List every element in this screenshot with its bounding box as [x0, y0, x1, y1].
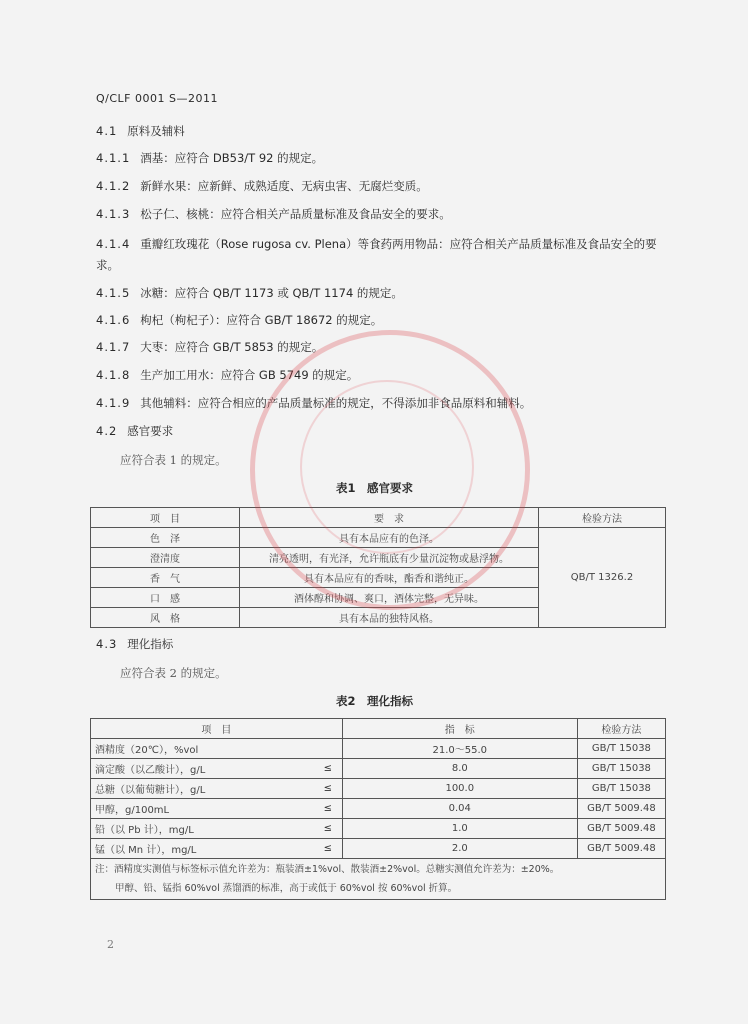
- table-row: [91, 528, 666, 548]
- clause-number: 4.1.1: [96, 151, 131, 165]
- row-value: 2.0: [342, 839, 577, 859]
- physicochemical-table: [90, 718, 666, 900]
- clause-4-1-1: [96, 147, 323, 169]
- header-index: 指 标: [342, 719, 577, 739]
- clause-number: 4.1.4: [96, 237, 131, 251]
- row-method: GB/T 15038: [577, 779, 665, 799]
- table-1-intro: 应符合表 1 的规定。: [120, 453, 227, 467]
- clause-text: 大枣：应符合 GB/T 5853 的规定。: [140, 340, 324, 354]
- row-item: 总糖（以葡萄糖计），g/L: [91, 779, 314, 799]
- section-number: 4.1: [96, 124, 118, 138]
- section-title: 感官要求: [127, 424, 174, 438]
- table-header-row: [91, 719, 666, 739]
- clause-number: 4.1.2: [96, 179, 131, 193]
- clause-number: 4.1.5: [96, 286, 131, 300]
- note-line-2: 甲醇、铅、锰指 60%vol 蒸馏酒的标准，高于或低于 60%vol 按 60%vol 折算。: [115, 883, 458, 894]
- row-method: GB/T 5009.48: [577, 839, 665, 859]
- clause-4-1-8: [96, 364, 358, 386]
- clause-text: 松子仁、核桃：应符合相关产品质量标准及食品安全的要求。: [140, 207, 451, 221]
- clause-number: 4.1.6: [96, 313, 131, 327]
- clause-4-1-6: [96, 309, 382, 331]
- row-requirement: 具有本品应有的色泽。: [240, 528, 539, 548]
- table-row: [91, 779, 666, 799]
- section-heading-4-1: [96, 120, 185, 142]
- table-header-row: [91, 508, 666, 528]
- row-item: 锰（以 Mn 计），mg/L: [91, 839, 314, 859]
- row-item: 甲醇，g/100mL: [91, 799, 314, 819]
- sensory-table: [90, 507, 666, 628]
- row-symbol: ≤: [314, 819, 343, 839]
- section-heading-4-2: [96, 420, 173, 442]
- header-method: 检验方法: [539, 508, 666, 528]
- clause-number: 4.1.9: [96, 396, 131, 410]
- row-value: 21.0～55.0: [342, 739, 577, 759]
- row-requirement: 清亮透明，有光泽，允许瓶底有少量沉淀物或悬浮物。: [240, 548, 539, 568]
- note-line-1: 注：酒精度实测值与标签标示值允许差为：瓶装酒±1%vol、散装酒±2%vol。总糖实测值允许差为：±20%。: [95, 864, 560, 875]
- clause-text: 冰糖：应符合 QB/T 1173 或 QB/T 1174 的规定。: [140, 286, 403, 300]
- row-method: GB/T 5009.48: [577, 819, 665, 839]
- clause-4-1-2: [96, 175, 428, 197]
- row-symbol: ≤: [314, 779, 343, 799]
- table-row: [91, 759, 666, 779]
- clause-number: 4.1.8: [96, 368, 131, 382]
- clause-4-1-5: [96, 282, 403, 304]
- header-method: 检验方法: [577, 719, 665, 739]
- table-row: [91, 819, 666, 839]
- row-requirement: 具有本品应有的香味，酯香和谐纯正。: [240, 568, 539, 588]
- row-symbol: ≤: [314, 839, 343, 859]
- doc-code: Q/CLF 0001 S—2011: [96, 92, 218, 105]
- row-method: GB/T 5009.48: [577, 799, 665, 819]
- row-value: 1.0: [342, 819, 577, 839]
- table-1-caption: 表1 感官要求: [336, 481, 414, 495]
- row-item: 滴定酸（以乙酸计），g/L: [91, 759, 314, 779]
- table-row: [91, 799, 666, 819]
- row-symbol: [314, 739, 343, 759]
- section-number: 4.3: [96, 637, 118, 651]
- clause-4-1-3: [96, 203, 451, 225]
- row-item: 口 感: [91, 588, 240, 608]
- row-symbol: ≤: [314, 759, 343, 779]
- clause-text: 生产加工用水：应符合 GB 5749 的规定。: [140, 368, 359, 382]
- row-requirement: 酒体醇和协调、爽口，酒体完整，无异味。: [240, 588, 539, 608]
- row-method: GB/T 15038: [577, 759, 665, 779]
- clause-number: 4.1.3: [96, 207, 131, 221]
- row-item: 酒精度（20℃），%vol: [91, 739, 314, 759]
- clause-4-1-9: [96, 392, 531, 414]
- clause-text: 新鲜水果：应新鲜、成熟适度、无病虫害、无腐烂变质。: [140, 179, 428, 193]
- row-item: 风 格: [91, 608, 240, 628]
- section-heading-4-3: [96, 633, 173, 655]
- page-number: 2: [107, 938, 114, 951]
- row-method: GB/T 15038: [577, 739, 665, 759]
- row-value: 8.0: [342, 759, 577, 779]
- table-note: [91, 859, 666, 900]
- row-value: 0.04: [342, 799, 577, 819]
- row-item: 澄清度: [91, 548, 240, 568]
- method-cell: QB/T 1326.2: [539, 528, 666, 628]
- row-symbol: ≤: [314, 799, 343, 819]
- clause-number: 4.1.7: [96, 340, 131, 354]
- header-item: 项 目: [91, 719, 343, 739]
- row-item: 香 气: [91, 568, 240, 588]
- row-item: 色 泽: [91, 528, 240, 548]
- row-value: 100.0: [342, 779, 577, 799]
- clause-text: 枸杞（枸杞子）：应符合 GB/T 18672 的规定。: [140, 313, 383, 327]
- table-row: [91, 739, 666, 759]
- table-2-intro: 应符合表 2 的规定。: [120, 666, 227, 680]
- row-item: 铅（以 Pb 计），mg/L: [91, 819, 314, 839]
- row-requirement: 具有本品的独特风格。: [240, 608, 539, 628]
- header-requirement: 要 求: [240, 508, 539, 528]
- clause-text: 其他辅料：应符合相应的产品质量标准的规定，不得添加非食品原料和辅料。: [140, 396, 532, 410]
- section-number: 4.2: [96, 424, 118, 438]
- table-row: [91, 839, 666, 859]
- clause-4-1-4: [96, 234, 661, 276]
- section-title: 理化指标: [127, 637, 174, 651]
- header-item: 项 目: [91, 508, 240, 528]
- table-2-caption: 表2 理化指标: [336, 694, 414, 708]
- clause-4-1-7: [96, 336, 323, 358]
- table-note-row: [91, 859, 666, 900]
- section-title: 原料及辅料: [127, 124, 185, 138]
- clause-text: 酒基：应符合 DB53/T 92 的规定。: [140, 151, 324, 165]
- clause-text: 重瓣红玫瑰花（Rose rugosa cv. Plena）等食药两用物品：应符合相关产品质量标准及食品安全的要求。: [96, 237, 657, 272]
